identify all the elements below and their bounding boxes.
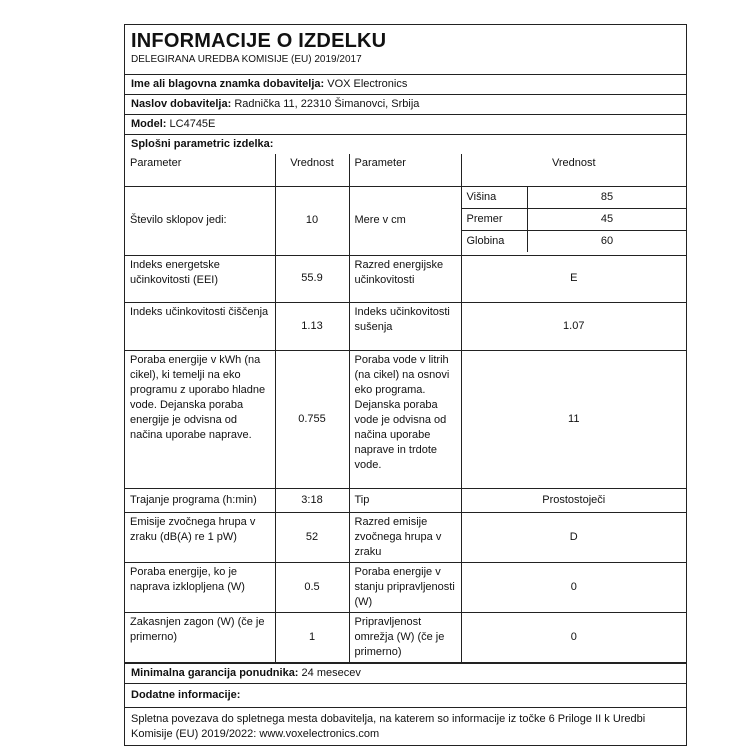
- table-row: [125, 302, 686, 350]
- column-header-parameter: Parameter: [125, 154, 275, 186]
- table-row: [125, 186, 686, 255]
- eei-value: 55.9: [275, 255, 349, 302]
- product-information-sheet: [124, 24, 687, 746]
- dimension-row-depth: [462, 230, 687, 252]
- column-header-parameter-2: Parameter: [349, 154, 461, 186]
- drying-label: Indeks učinkovitosti sušenja: [349, 302, 461, 350]
- supplier-name-row: [125, 75, 686, 95]
- dimension-row-width: [462, 208, 687, 230]
- page-title: INFORMACIJE O IZDELKU: [131, 30, 387, 52]
- dimensions-label: Mere v cm: [349, 186, 461, 255]
- supplier-address-label: Naslov dobavitelja:: [131, 98, 232, 110]
- supplier-name-label: Ime ali blagovna znamka dobavitelja:: [131, 78, 325, 90]
- width-value: 45: [528, 208, 687, 230]
- type-label: Tip: [349, 488, 461, 512]
- place-settings-label: Število sklopov jedi:: [125, 186, 275, 255]
- warranty-row: [125, 663, 686, 684]
- height-value: 85: [528, 187, 687, 209]
- additional-info-label: Dodatne informacije:: [131, 688, 241, 701]
- model-row: [125, 115, 686, 135]
- noise-label: Emisije zvočnega hrupa v zraku (dB(A) re 1 pW): [125, 512, 275, 562]
- table-row: [125, 488, 686, 512]
- column-header-value-2: Vrednost: [461, 154, 686, 186]
- additional-info-row: [125, 684, 686, 708]
- energy-use-value: 0.755: [275, 350, 349, 488]
- warranty-label: Minimalna garancija ponudnika:: [131, 666, 299, 679]
- energy-class-value: E: [461, 255, 686, 302]
- supplier-address-row: [125, 95, 686, 115]
- column-header-value: Vrednost: [275, 154, 349, 186]
- supplier-address-value: Radnička 11, 22310 Šimanovci, Srbija: [234, 98, 420, 110]
- model-value: LC4745E: [169, 118, 216, 130]
- noise-value: 52: [275, 512, 349, 562]
- dimension-row-height: [462, 187, 687, 209]
- model-label: Model:: [131, 118, 167, 130]
- eei-label: Indeks energetske učinkovitosti (EEI): [125, 255, 275, 302]
- supplier-website-text: Spletna povezava do spletnega mesta dobavitelja, na katerem so informacije iz točke 6 Priloge II k Uredbi Komisije (EU) 2019/2022: www.voxelectronics.com: [131, 712, 646, 740]
- dimensions-table: [462, 187, 687, 252]
- parameters-table: [125, 154, 686, 663]
- duration-value: 3:18: [275, 488, 349, 512]
- table-row: [125, 350, 686, 488]
- water-use-label: Poraba vode v litrih (na cikel) na osnovi eko programa. Dejanska poraba vode je odvisna od načina uporabe naprave in trdote vode.: [349, 350, 461, 488]
- type-value: Prostostoječi: [461, 488, 686, 512]
- general-parameters-label: Splošni parametric izdelka:: [131, 138, 274, 150]
- width-label: Premer: [462, 208, 528, 230]
- off-mode-label: Poraba energije, ko je naprava izklopljena (W): [125, 562, 275, 612]
- noise-class-value: D: [461, 512, 686, 562]
- delay-start-label: Zakasnjen zagon (W) (če je primerno): [125, 612, 275, 662]
- supplier-name-value: VOX Electronics: [327, 78, 408, 90]
- off-mode-value: 0.5: [275, 562, 349, 612]
- dimensions-cell: [461, 186, 686, 255]
- table-header-row: [125, 154, 686, 186]
- networked-standby-label: Pripravljenost omrežja (W) (če je primerno): [349, 612, 461, 662]
- warranty-value: 24 mesecev: [301, 666, 361, 679]
- general-parameters-row: [125, 135, 686, 154]
- noise-class-label: Razred emisije zvočnega hrupa v zraku: [349, 512, 461, 562]
- table-row: [125, 512, 686, 562]
- table-row: [125, 255, 686, 302]
- cleaning-label: Indeks učinkovitosti čiščenja: [125, 302, 275, 350]
- energy-use-label: Poraba energije v kWh (na cikel), ki temelji na eko programu z uporabo hladne vode. Dejanska poraba energije je odvisna od načina uporabe naprave.: [125, 350, 275, 488]
- energy-class-label: Razred energijske učinkovitosti: [349, 255, 461, 302]
- table-row: [125, 562, 686, 612]
- depth-label: Globina: [462, 230, 528, 252]
- height-label: Višina: [462, 187, 528, 209]
- drying-value: 1.07: [461, 302, 686, 350]
- footer-row: [125, 708, 686, 745]
- standby-label: Poraba energije v stanju pripravljenosti (W): [349, 562, 461, 612]
- regulation-subtitle: DELEGIRANA UREDBA KOMISIJE (EU) 2019/2017: [131, 54, 362, 65]
- sheet-header: [125, 25, 686, 75]
- place-settings-value: 10: [275, 186, 349, 255]
- standby-value: 0: [461, 562, 686, 612]
- duration-label: Trajanje programa (h:min): [125, 488, 275, 512]
- networked-standby-value: 0: [461, 612, 686, 662]
- water-use-value: 11: [461, 350, 686, 488]
- cleaning-value: 1.13: [275, 302, 349, 350]
- table-row: [125, 612, 686, 662]
- delay-start-value: 1: [275, 612, 349, 662]
- depth-value: 60: [528, 230, 687, 252]
